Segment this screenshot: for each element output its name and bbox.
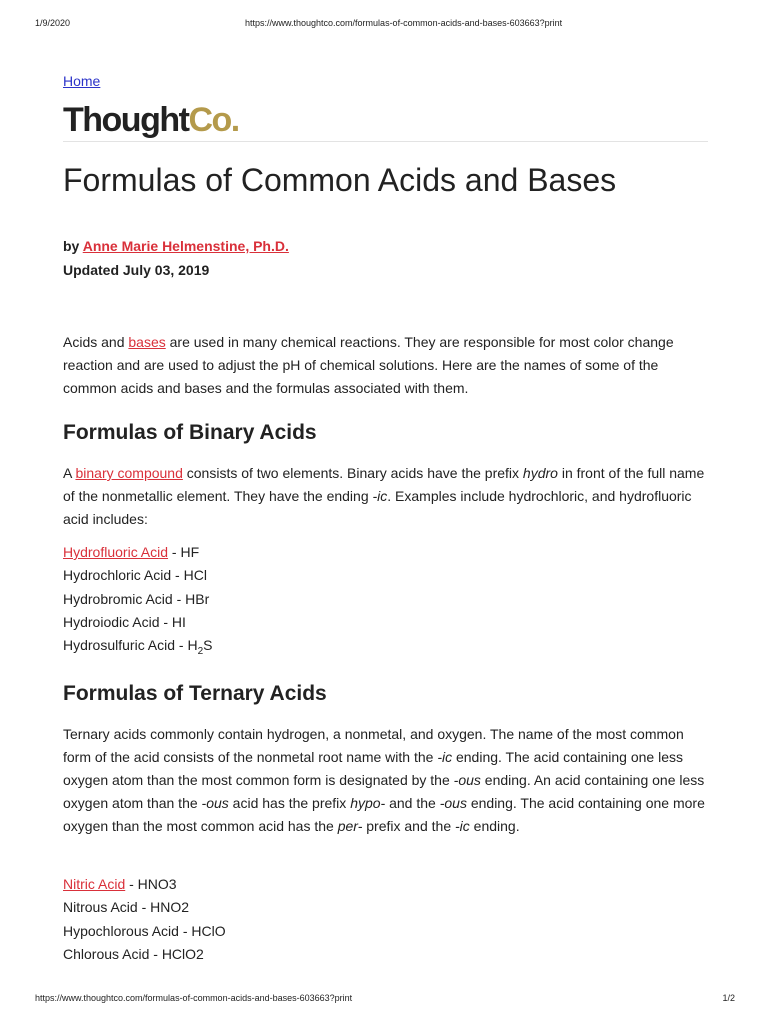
binary-text-3: . Examples include hydrochloric, and hydrofluoric acid includes: [63, 488, 692, 527]
ternary-italic-5: -ous [439, 795, 467, 811]
list-item-formula: - HNO3 [125, 876, 177, 892]
list-item: Hydrochloric Acid - HCl [63, 567, 207, 584]
binary-acids-heading: Formulas of Binary Acids [63, 421, 317, 444]
ternary-italic-6: per- [337, 818, 363, 834]
list-item: Hydrobromic Acid - HBr [63, 590, 210, 607]
list-item [63, 873, 226, 896]
page-number: 1/2 [722, 993, 735, 1003]
list-item-formula: - HF [168, 544, 200, 560]
list-item: Chlorous Acid - HClO2 [63, 945, 204, 962]
list-item: Hydroiodic Acid - HI [63, 613, 186, 630]
byline [63, 238, 289, 254]
ternary-italic-4: hypo- [350, 795, 386, 811]
ternary-italic-3: -ous [201, 795, 229, 811]
list-item: Nitrous Acid - HNO2 [63, 899, 190, 916]
print-date: 1/9/2020 [35, 18, 71, 28]
ternary-text-4: acid has the prefix [228, 795, 351, 811]
binary-paragraph [63, 462, 708, 531]
list-item [63, 634, 213, 657]
thoughtco-logo[interactable] [63, 100, 239, 140]
list-item: Hypochlorous Acid - HClO [63, 922, 226, 939]
intro-paragraph [63, 331, 708, 400]
ternary-text-3: ending. An acid containing one less oxygen atom than the [63, 772, 705, 811]
subscript: 2 [197, 645, 204, 657]
logo-text-thought: Thought [63, 101, 189, 139]
ternary-text-1: Ternary acids commonly contain hydrogen, a nonmetal, and oxygen. The name of the most common form of the acid consists of the nonmetal root name with the [63, 726, 684, 765]
byline-prefix: by [63, 238, 83, 254]
home-link[interactable]: Home [63, 73, 101, 89]
intro-text-1: Acids and [63, 334, 129, 350]
bases-link[interactable]: bases [128, 334, 166, 350]
ternary-acids-list [63, 873, 226, 966]
updated-date: Updated July 03, 2019 [63, 262, 210, 278]
binary-text-hydro: hydro [522, 465, 558, 481]
footer-url: https://www.thoughtco.com/formulas-of-common-acids-and-bases-603663?print [35, 993, 353, 1003]
intro-text-2: are used in many chemical reactions. They are responsible for most color change reaction and are used to adjust the pH of chemical solutions. Here are the names of some of the common acids and bases and the formulas associated with them. [63, 334, 674, 396]
ternary-italic-7: -ic [455, 818, 470, 834]
binary-acids-list [63, 541, 213, 657]
binary-text-ic: -ic [372, 488, 388, 504]
ternary-text-7: prefix and the [362, 818, 455, 834]
author-link[interactable]: Anne Marie Helmenstine, Ph.D. [82, 238, 289, 254]
page-title: Formulas of Common Acids and Bases [63, 162, 617, 198]
ternary-text-2: ending. The acid containing one less oxygen atom than the most common form is designated by the [63, 749, 683, 788]
print-url: https://www.thoughtco.com/formulas-of-common-acids-and-bases-603663?print [245, 18, 563, 28]
binary-text-a: A [63, 465, 76, 481]
list-item-text-end: S [203, 637, 213, 654]
binary-text-2: in front of the full name of the nonmetallic element. They have the ending [63, 465, 705, 504]
hydrofluoric-acid-link[interactable]: Hydrofluoric Acid [63, 544, 169, 560]
binary-compound-link[interactable]: binary compound [75, 465, 183, 481]
ternary-italic-1: -ic [437, 749, 453, 765]
ternary-text-5: and the [385, 795, 440, 811]
ternary-text-8: ending. [469, 818, 520, 834]
header-divider [63, 141, 708, 142]
ternary-text-6: ending. The acid containing one more oxygen than the most common acid has the [63, 795, 705, 834]
binary-text-1: consists of two elements. Binary acids have the prefix [182, 465, 523, 481]
logo-text-co: Co. [188, 101, 239, 139]
list-item [63, 541, 213, 564]
ternary-italic-2: -ous [453, 772, 481, 788]
ternary-acids-heading: Formulas of Ternary Acids [63, 682, 327, 705]
list-item-text: Hydrosulfuric Acid - H [63, 637, 198, 654]
nitric-acid-link[interactable]: Nitric Acid [63, 876, 126, 892]
ternary-paragraph [63, 723, 708, 838]
